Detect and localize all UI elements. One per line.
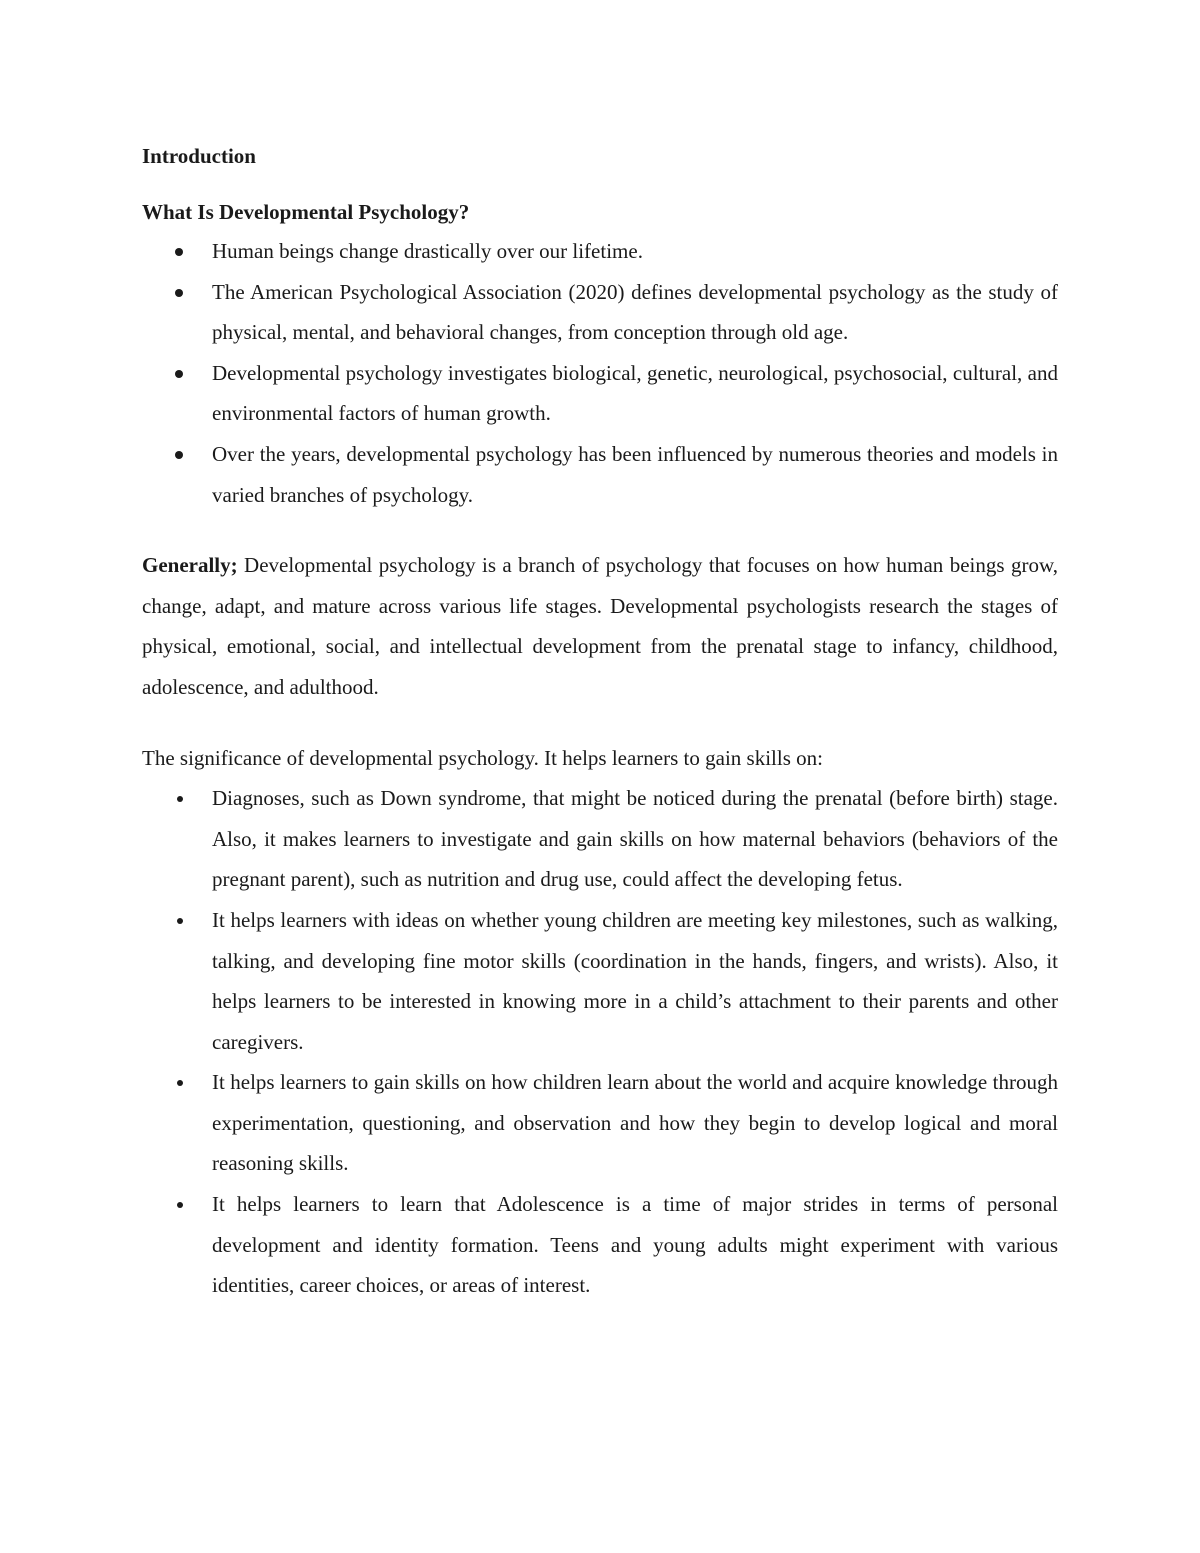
list-item-text: It helps learners with ideas on whether young children are meeting key milestones, such as walking, talking, and developing fine motor skills (coordination in the hands, fingers, and wrists). Also, it helps learners to be interested in knowing more in a child’s attachment to their parents and other caregivers. [212,907,1058,1054]
list-item-text: Over the years, developmental psychology has been influenced by numerous theories and models in varied branches of psychology. [212,441,1058,507]
list-item [142,1184,1058,1306]
page-content [142,137,1058,1306]
list-item [142,434,1058,515]
generally-paragraph [142,545,1058,707]
list-item [142,231,1058,272]
definition-bullet-list [142,231,1058,515]
generally-text: Developmental psychology is a branch of psychology that focuses on how human beings grow, change, adapt, and mature across various life stages. Developmental psychologists research the stages of physical, emotional, social, and intellectual development from the prenatal stage to infancy, childhood, adolescence, and adulthood. [142,553,1058,699]
bullet-icon [175,289,183,297]
significance-bullet-list [142,778,1058,1306]
list-item [142,272,1058,353]
list-item-text: It helps learners to gain skills on how children learn about the world and acquire knowledge through experimentation, questioning, and observation and how they begin to develop logical and moral reasoning skills. [212,1070,1058,1176]
heading-what-is-developmental-psychology: What Is Developmental Psychology? [142,200,470,224]
list-item [142,1062,1058,1184]
list-item-text: The American Psychological Association (2020) defines developmental psychology as the study of physical, mental, and behavioral changes, from conception through old age. [212,279,1058,345]
list-item-text: Diagnoses, such as Down syndrome, that might be noticed during the prenatal (before birth) stage. Also, it makes learners to investigate and gain skills on how maternal behaviors (behaviors of the pregnant parent), such as nutrition and drug use, could affect the developing fetus. [212,786,1058,892]
list-item-text: Human beings change drastically over our lifetime. [212,239,643,263]
bullet-icon [177,918,183,924]
heading-introduction: Introduction [142,144,256,168]
list-item-text: It helps learners to learn that Adolescence is a time of major strides in terms of personal development and identity formation. Teens and young adults might experiment with various identities, career choices, or areas of interest. [212,1192,1058,1298]
generally-lead: Generally; [142,553,238,578]
bullet-icon [175,248,183,256]
bullet-icon [175,370,183,378]
bullet-icon [177,796,183,802]
list-item [142,900,1058,1062]
bullet-icon [175,451,183,459]
significance-paragraph: The significance of developmental psychology. It helps learners to gain skills on: [142,745,823,770]
bullet-icon [177,1080,183,1086]
bullet-icon [177,1202,183,1208]
list-item-text: Developmental psychology investigates biological, genetic, neurological, psychosocial, cultural, and environmental factors of human growth. [212,360,1058,426]
list-item [142,778,1058,900]
list-item [142,353,1058,434]
